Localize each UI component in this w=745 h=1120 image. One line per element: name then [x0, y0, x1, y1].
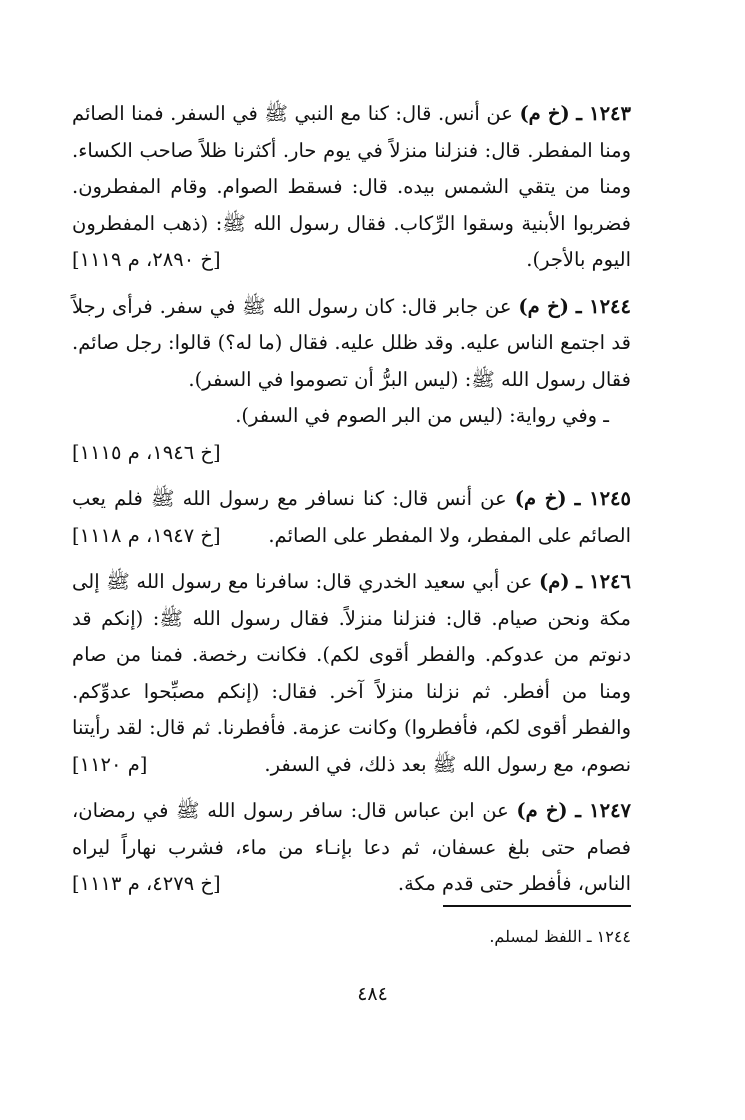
hadith-number: ١٢٤٦ ـ: [576, 570, 632, 593]
hadith-source: (خ م): [514, 487, 567, 510]
hadith-1247: [72, 793, 631, 903]
hadith-number: ١٢٤٤ ـ: [575, 294, 631, 318]
hadith-text: عن أنس قال: كنا نسافر مع رسول الله ﷺ فلم يعب الصائم على المفطر، ولا المفطر على الصائم.: [72, 487, 631, 547]
main-text: [72, 96, 631, 913]
page-number: ٤٨٤: [357, 983, 388, 1005]
hadith-text: عن ابن عباس قال: سافر رسول الله ﷺ في رمضان، فصام حتى بلغ عسفان، ثم دعا بإنـاء من ماء، فشرب نهاراً ليراه الناس، فأفطر حتى قدم مكة.: [72, 799, 631, 895]
hadith-reference: [خ ٤٢٧٩، م ١١١٣]: [72, 872, 221, 895]
hadith-text: عن جابر قال: كان رسول الله ﷺ في سفر. فرأى رجلاً قد اجتمع الناس عليه. وقد ظلل عليه. فقال (ما له؟) قالوا: رجل صائم. فقال رسول الله ﷺ: (ليس البرُّ أن تصوموا في السفر).: [72, 294, 631, 391]
hadith-source: (خ م): [518, 294, 569, 318]
hadith-variant: ـ وفي رواية: (ليس من البر الصوم في السفر).: [235, 404, 609, 427]
hadith-text: عن أنس. قال: كنا مع النبي ﷺ في السفر. فمنا الصائم ومنا المفطر. قال: فنزلنا منزلاً في يوم حار. أكثرنا ظلاً صاحب الكساء. ومنا من يتقي الشمس بيده. قال: فسقط الصوام. وقام المفطرون. فضربوا الأبنية وسقوا الرِّكاب. فقال رسول الله ﷺ: (ذهب المفطرون اليوم بالأجر).: [72, 102, 631, 271]
hadith-source: (خ م): [516, 799, 568, 822]
hadith-1245: [72, 481, 631, 554]
footnote: ١٢٤٤ ـ اللفظ لمسلم.: [489, 927, 631, 946]
hadith-reference: [خ ٢٨٩٠، م ١١١٩]: [72, 248, 221, 271]
hadith-number: ١٢٤٧ ـ: [575, 799, 632, 822]
hadith-paragraph: [72, 481, 631, 554]
hadith-paragraph: [72, 793, 631, 903]
hadith-reference: [م ١١٢٠]: [72, 752, 148, 776]
hadith-source: (خ م): [519, 102, 570, 125]
hadith-paragraph: [72, 564, 631, 783]
hadith-source: (م): [539, 570, 570, 593]
hadith-text: عن أبي سعيد الخدري قال: سافرنا مع رسول الله ﷺ إلى مكة ونحن صيام. قال: فنزلنا منزلاً. فقال رسول الله ﷺ: (إنكم قد دنوتم من عدوكم. والفطر أقوى لكم). فكانت رخصة. فمنا من صام ومنا من أفطر. ثم نزلنا منزلاً آخر. فقال: (إنكم مصبِّحوا عدوِّكم. والفطر أقوى لكم، فأفطروا) وكانت عزمة. فأفطرنا. ثم قال: لقد رأيتنا نصوم، مع رسول الله ﷺ بعد ذلك، في السفر.: [72, 570, 631, 776]
hadith-reference: [خ ١٩٤٦، م ١١١٥]: [72, 440, 221, 464]
hadith-number: ١٢٤٣ ـ: [576, 102, 631, 125]
hadith-1243: [72, 96, 631, 279]
hadith-number: ١٢٤٥ ـ: [574, 487, 631, 510]
hadith-paragraph: [72, 96, 631, 279]
hadith-1244: [72, 289, 631, 472]
hadith-reference: [خ ١٩٤٧، م ١١١٨]: [72, 523, 221, 547]
hadith-paragraph: [72, 289, 631, 399]
footnote-divider: [443, 905, 631, 907]
hadith-1246: [72, 564, 631, 783]
